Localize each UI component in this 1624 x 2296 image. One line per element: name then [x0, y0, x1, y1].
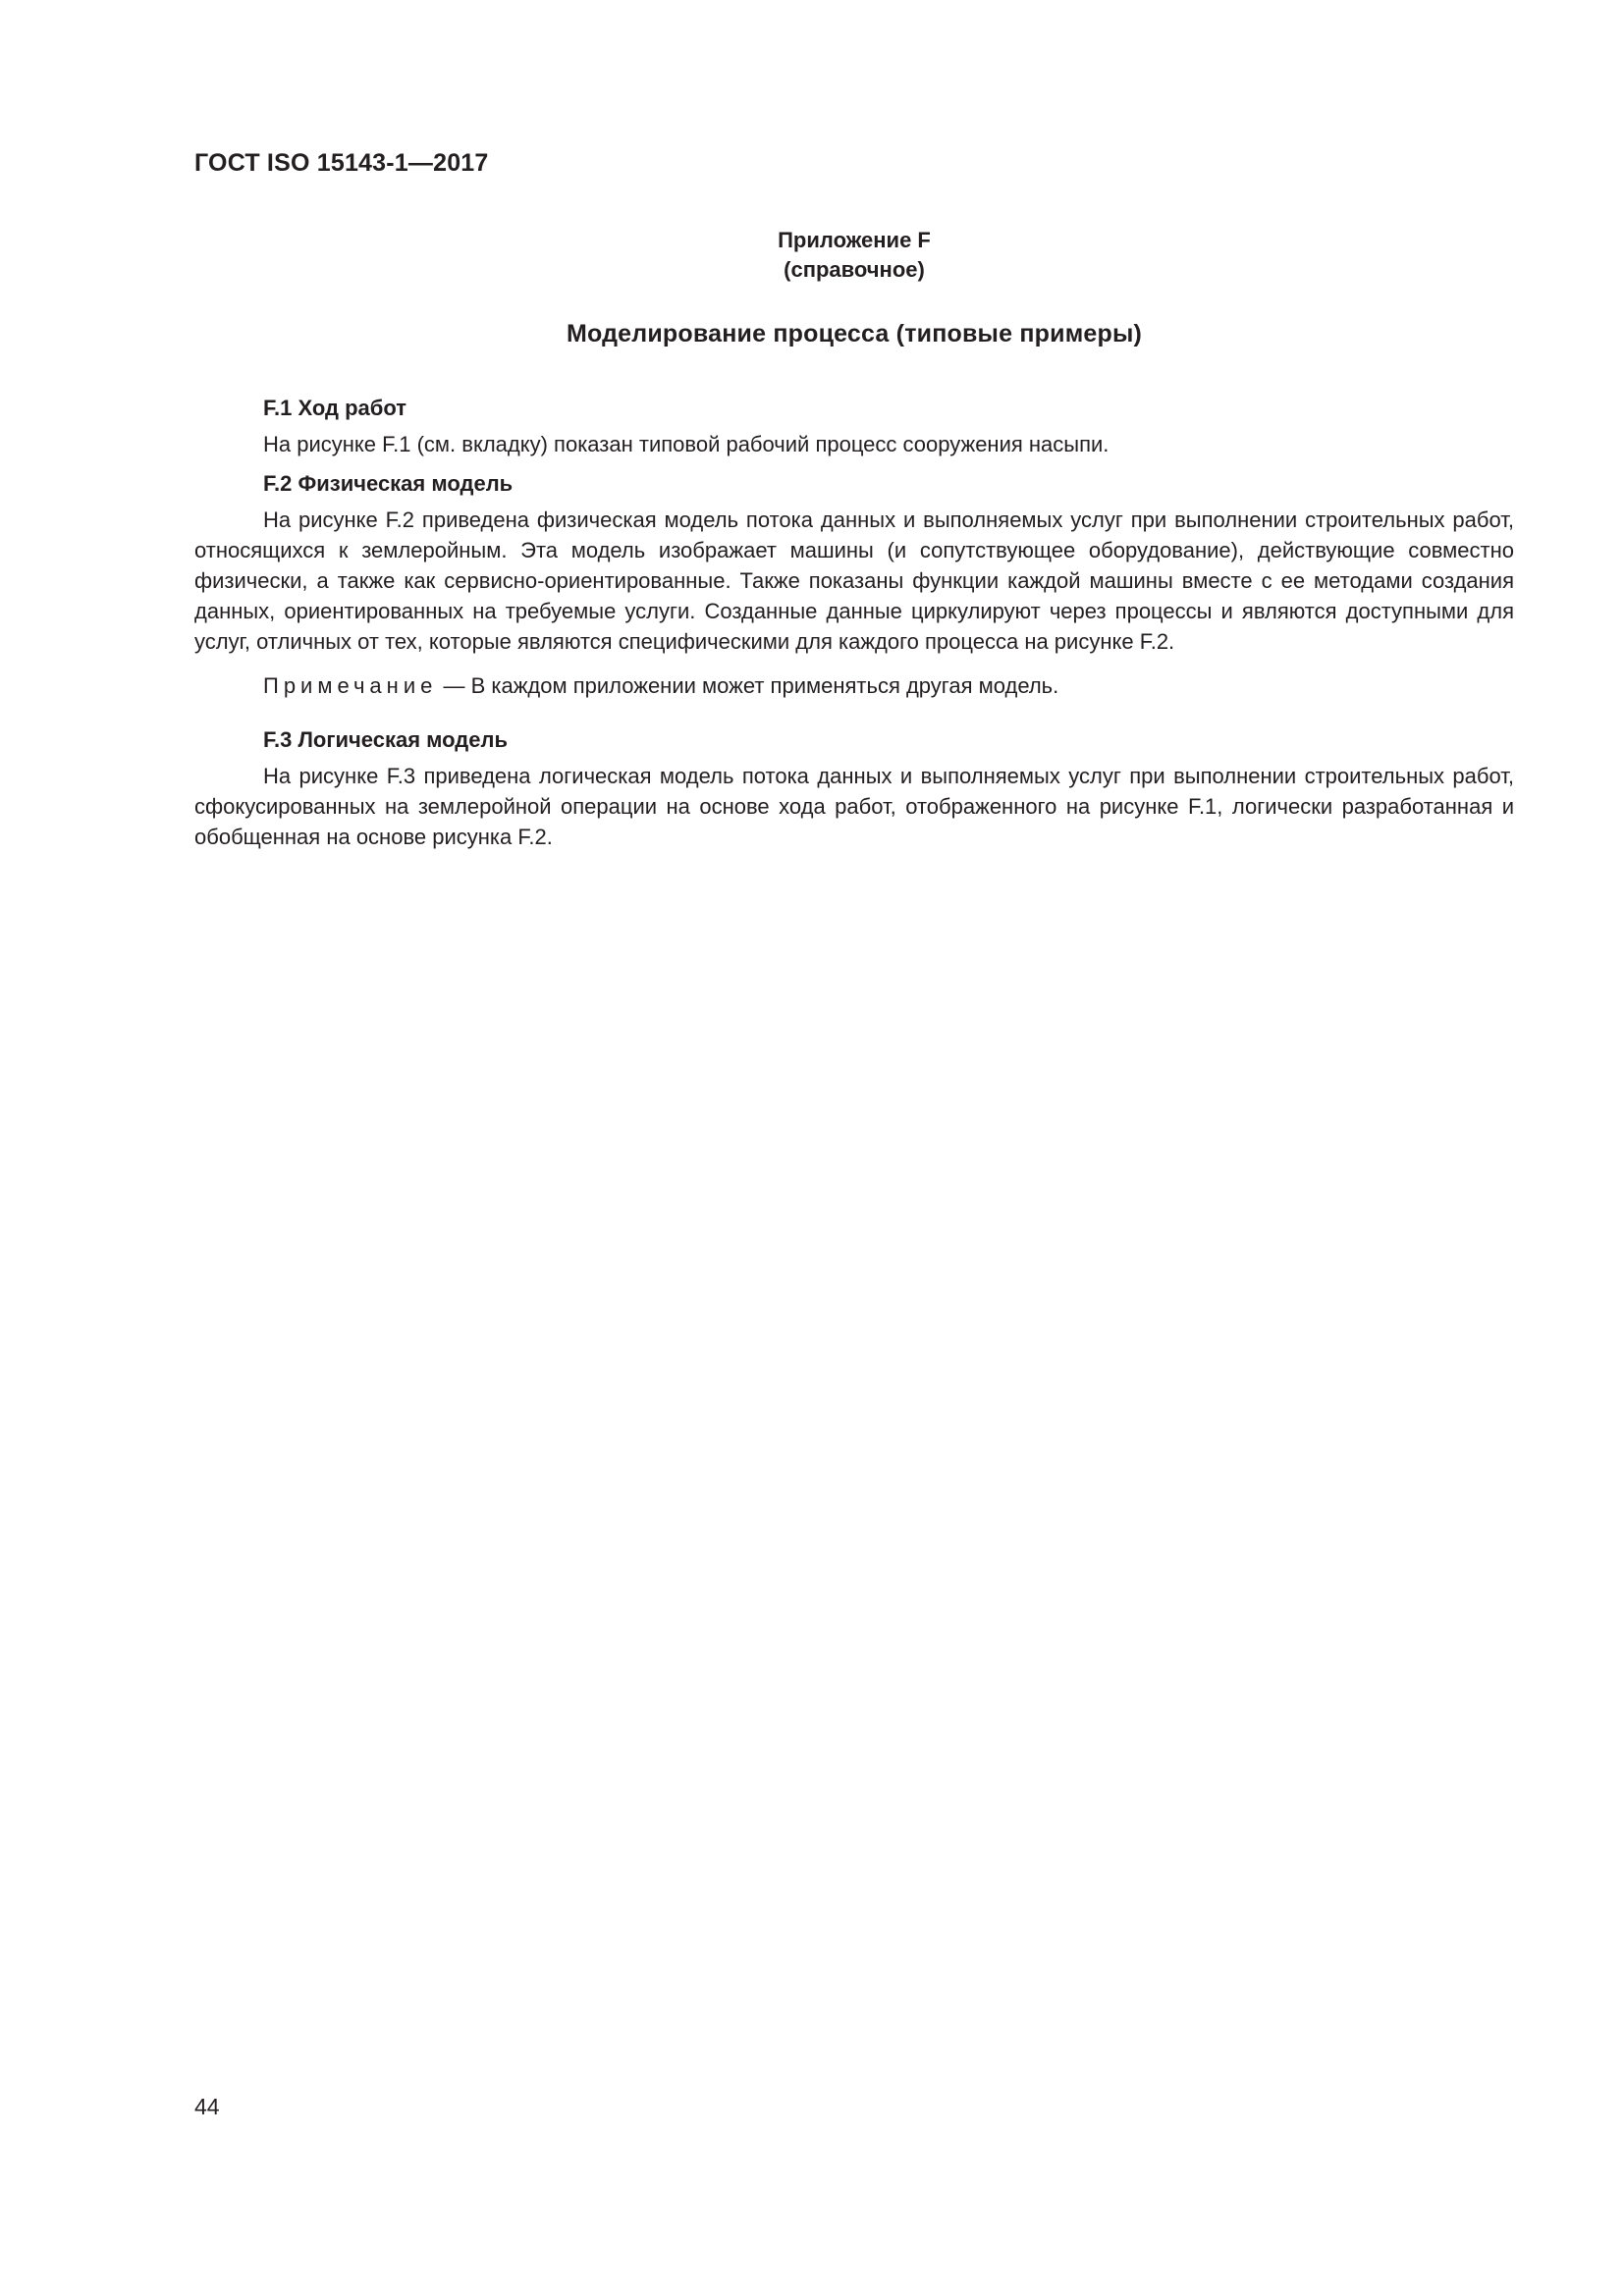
annex-heading: Моделирование процесса (типовые примеры)	[566, 320, 1143, 347]
standard-code-header: ГОСТ ISO 15143-1—2017	[194, 149, 489, 177]
section-f1-text: На рисунке F.1 (см. вкладку) показан типовой рабочий процесс сооружения насыпи.	[263, 432, 1110, 456]
section-f1-title: F.1 Ход работ	[263, 396, 406, 420]
section-f2-text: На рисунке F.2 приведена физическая модель потока данных и выполняемых услуг при выполнении строительных работ, относящихся к землеройным. Эта модель изображает машины (и сопутствующее оборудование), действующие совместно физически, а также как сервисно-ориентированные. Также показаны функции каждой машины вместе с ее методами создания данных, ориентированных на требуемые услуги. Созданные данные циркулируют через процессы и являются доступными для услуг, отличных от тех, которые являются специфическими для каждого процесса на рисунке F.2.	[194, 507, 1514, 654]
section-f2-note	[194, 670, 1514, 701]
document-body	[194, 393, 1514, 852]
page-number: 44	[194, 2094, 220, 2119]
annex-title: Приложение F	[778, 228, 931, 252]
note-label: Примечание	[263, 673, 438, 698]
section-f3-text: На рисунке F.3 приведена логическая модель потока данных и выполняемых услуг при выполнении строительных работ, сфокусированных на землеройной операции на основе хода работ, отображенного на рисунке F.1, логически разработанная и обобщенная на основе рисунка F.2.	[194, 764, 1514, 849]
section-f3-title: F.3 Логическая модель	[263, 727, 509, 752]
note-text: — В каждом приложении может применяться другая модель.	[437, 673, 1059, 698]
section-f2-title: F.2 Физическая модель	[263, 471, 514, 496]
annex-type: (справочное)	[784, 257, 925, 282]
